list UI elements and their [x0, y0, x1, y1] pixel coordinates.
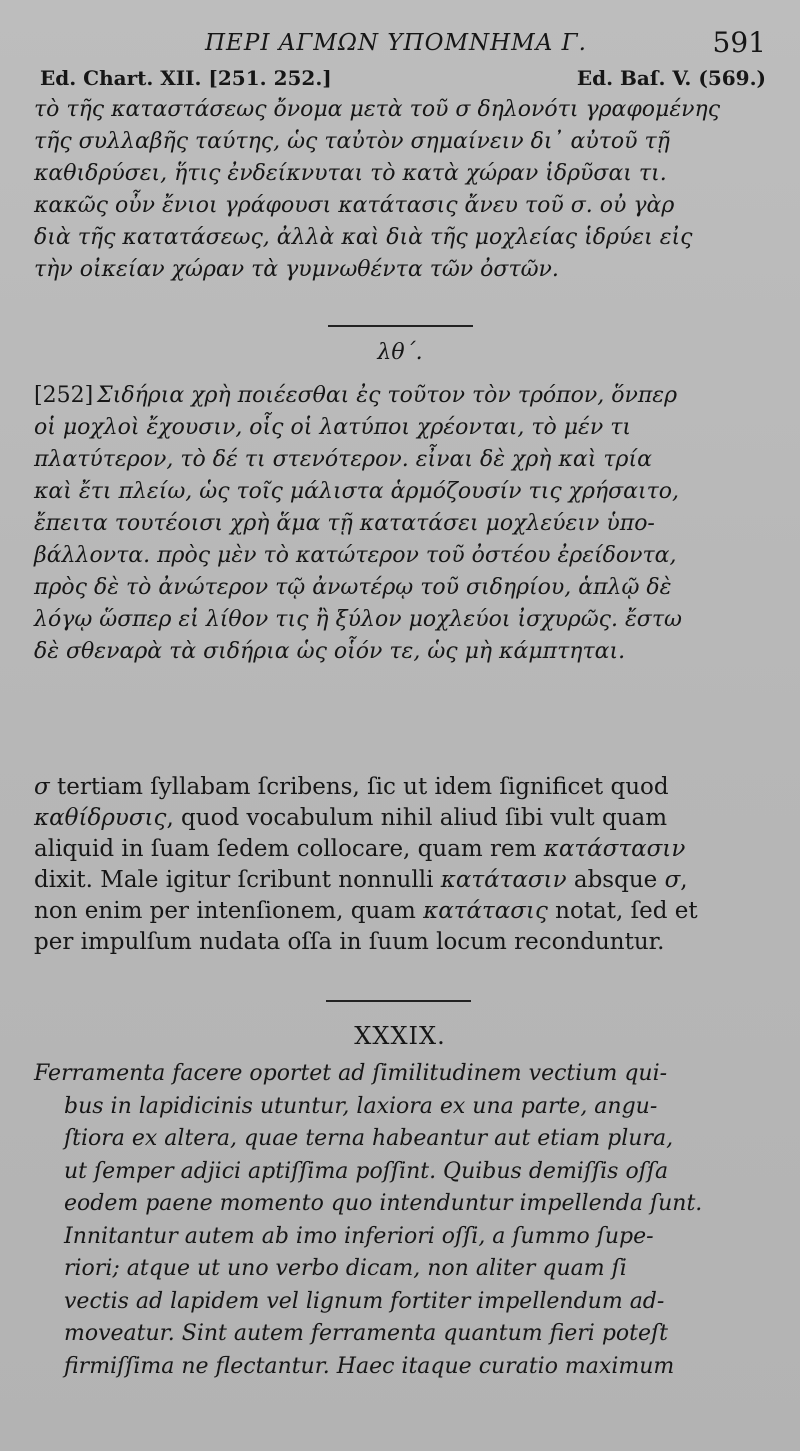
running-title: ΠΕΡΙ ΑΓΜΩΝ ΥΠΟΜΝΗΜΑ Γ.: [205, 30, 587, 56]
section-divider: [328, 325, 473, 327]
text-line: eodem paene momento quo intenduntur impellenda ſunt.: [64, 1191, 703, 1216]
page-number: 591: [712, 26, 766, 59]
text-line: bus in lapidicinis utuntur, laxiora ex una parte, angu-: [64, 1093, 658, 1119]
text-line: firmiſſima ne flectantur. Haec itaque curatio maximum: [64, 1353, 675, 1379]
running-header: [0, 26, 800, 62]
edition-chartier-reference: Ed. Chart. XII. [251. 252.]: [40, 66, 332, 90]
greek-hippocrates-passage: [34, 380, 766, 668]
text-line: Innitantur autem ab imo inferiori oſſi, a ſummo ſupe-: [64, 1223, 654, 1249]
latin-commentary-passage: [34, 772, 766, 958]
text-line: δὲ σθεναρὰ τὰ σιδήρια ὡς οἷόν τε, ὡς μὴ κάμπτηται.: [34, 639, 626, 664]
text-line: vectis ad lapidem vel lignum fortiter impellendum ad-: [64, 1288, 665, 1314]
edition-basel-reference: Ed. Baſ. V. (569.): [576, 66, 766, 90]
text-line: [252] Σιδήρια χρὴ ποιέεσθαι ἐς τοῦτον τὸν τρόπον, ὅνπερ: [34, 383, 678, 408]
text-line: τὴν οἰκείαν χώραν τὰ γυμνωθέντα τῶν ὀστῶν.: [34, 257, 559, 282]
edition-reference-line: [40, 66, 766, 96]
text-line: ut ſemper adjici aptiſſima poſſint. Quibus demiſſis oſſa: [64, 1158, 669, 1184]
text-line: aliquid in ſuam ſedem collocare, quam rem κατάστασιν: [34, 836, 686, 862]
section-divider: [326, 1000, 471, 1002]
text-line: τὸ τῆς καταστάσεως ὄνομα μετὰ τοῦ σ δηλονότι γραφομένης: [34, 97, 721, 122]
text-line: per impulſum nudata oſſa in ſuum locum reconduntur.: [34, 929, 665, 955]
text-line: πλατύτερον, τὸ δέ τι στενότερον. εἶναι δὲ χρὴ καὶ τρία: [34, 447, 652, 472]
page-marker: [252]: [34, 383, 94, 408]
text-line: καθίδρυσις, quod vocabulum nihil aliud ſibi vult quam: [34, 805, 668, 831]
latin-section-heading: XXXIX.: [354, 1022, 446, 1050]
text-line: καὶ ἔτι πλείω, ὡς τοῖς μάλιστα ἁρμόζουσίν τις χρήσαιτο,: [34, 479, 679, 504]
text-line: διὰ τῆς κατατάσεως, ἀλλὰ καὶ διὰ τῆς μοχλείας ἱδρύει εἰς: [34, 225, 693, 250]
text-line: κακῶς οὖν ἔνιοι γράφουσι κατάτασις ἄνευ τοῦ σ. οὐ γὰρ: [34, 193, 675, 218]
text-line: ſtiora ex altera, quae terna habeantur aut etiam plura,: [64, 1126, 674, 1151]
text-line: καθιδρύσει, ἥτις ἐνδείκνυται τὸ κατὰ χώραν ἱδρῦσαι τι.: [34, 161, 667, 186]
text-line: βάλλοντα. πρὸς μὲν τὸ κατώτερον τοῦ ὀστέου ἐρείδοντα,: [34, 543, 677, 568]
text-line: non enim per intenſionem, quam κατάτασις notat, ſed et: [34, 898, 698, 924]
greek-section-heading: λθ΄.: [377, 340, 423, 365]
latin-translation-passage: [34, 1058, 766, 1383]
greek-commentary-passage: [34, 94, 766, 286]
text-line: οἱ μοχλοὶ ἔχουσιν, οἷς οἱ λατύποι χρέονται, τὸ μέν τι: [34, 415, 632, 440]
text-line: ἔπειτα τουτέοισι χρὴ ἅμα τῇ κατατάσει μοχλεύειν ὑπο-: [34, 511, 655, 536]
text-line: πρὸς δὲ τὸ ἀνώτερον τῷ ἀνωτέρῳ τοῦ σιδηρίου, ἁπλῷ δὲ: [34, 575, 672, 600]
text-line: Ferramenta facere oportet ad ſimilitudinem vectium qui-: [34, 1061, 668, 1086]
text-line: τῆς συλλαβῆς ταύτης, ὡς ταὐτὸν σημαίνειν δι᾽ αὐτοῦ τῇ: [34, 129, 670, 154]
text-line: moveatur. Sint autem ferramenta quantum fieri poteſt: [64, 1321, 669, 1346]
text-line: λόγῳ ὥσπερ εἰ λίθον τις ἢ ξύλον μοχλεύοι ἰσχυρῶς. ἔστω: [34, 607, 682, 632]
text-line: riori; atque ut uno verbo dicam, non aliter quam ſi: [64, 1256, 627, 1281]
text-line: σ tertiam ſyllabam ſcribens, ſic ut idem ſignificet quod: [34, 774, 669, 800]
text-line: dixit. Male igitur ſcribunt nonnulli κατάτασιν absque σ,: [34, 867, 688, 893]
